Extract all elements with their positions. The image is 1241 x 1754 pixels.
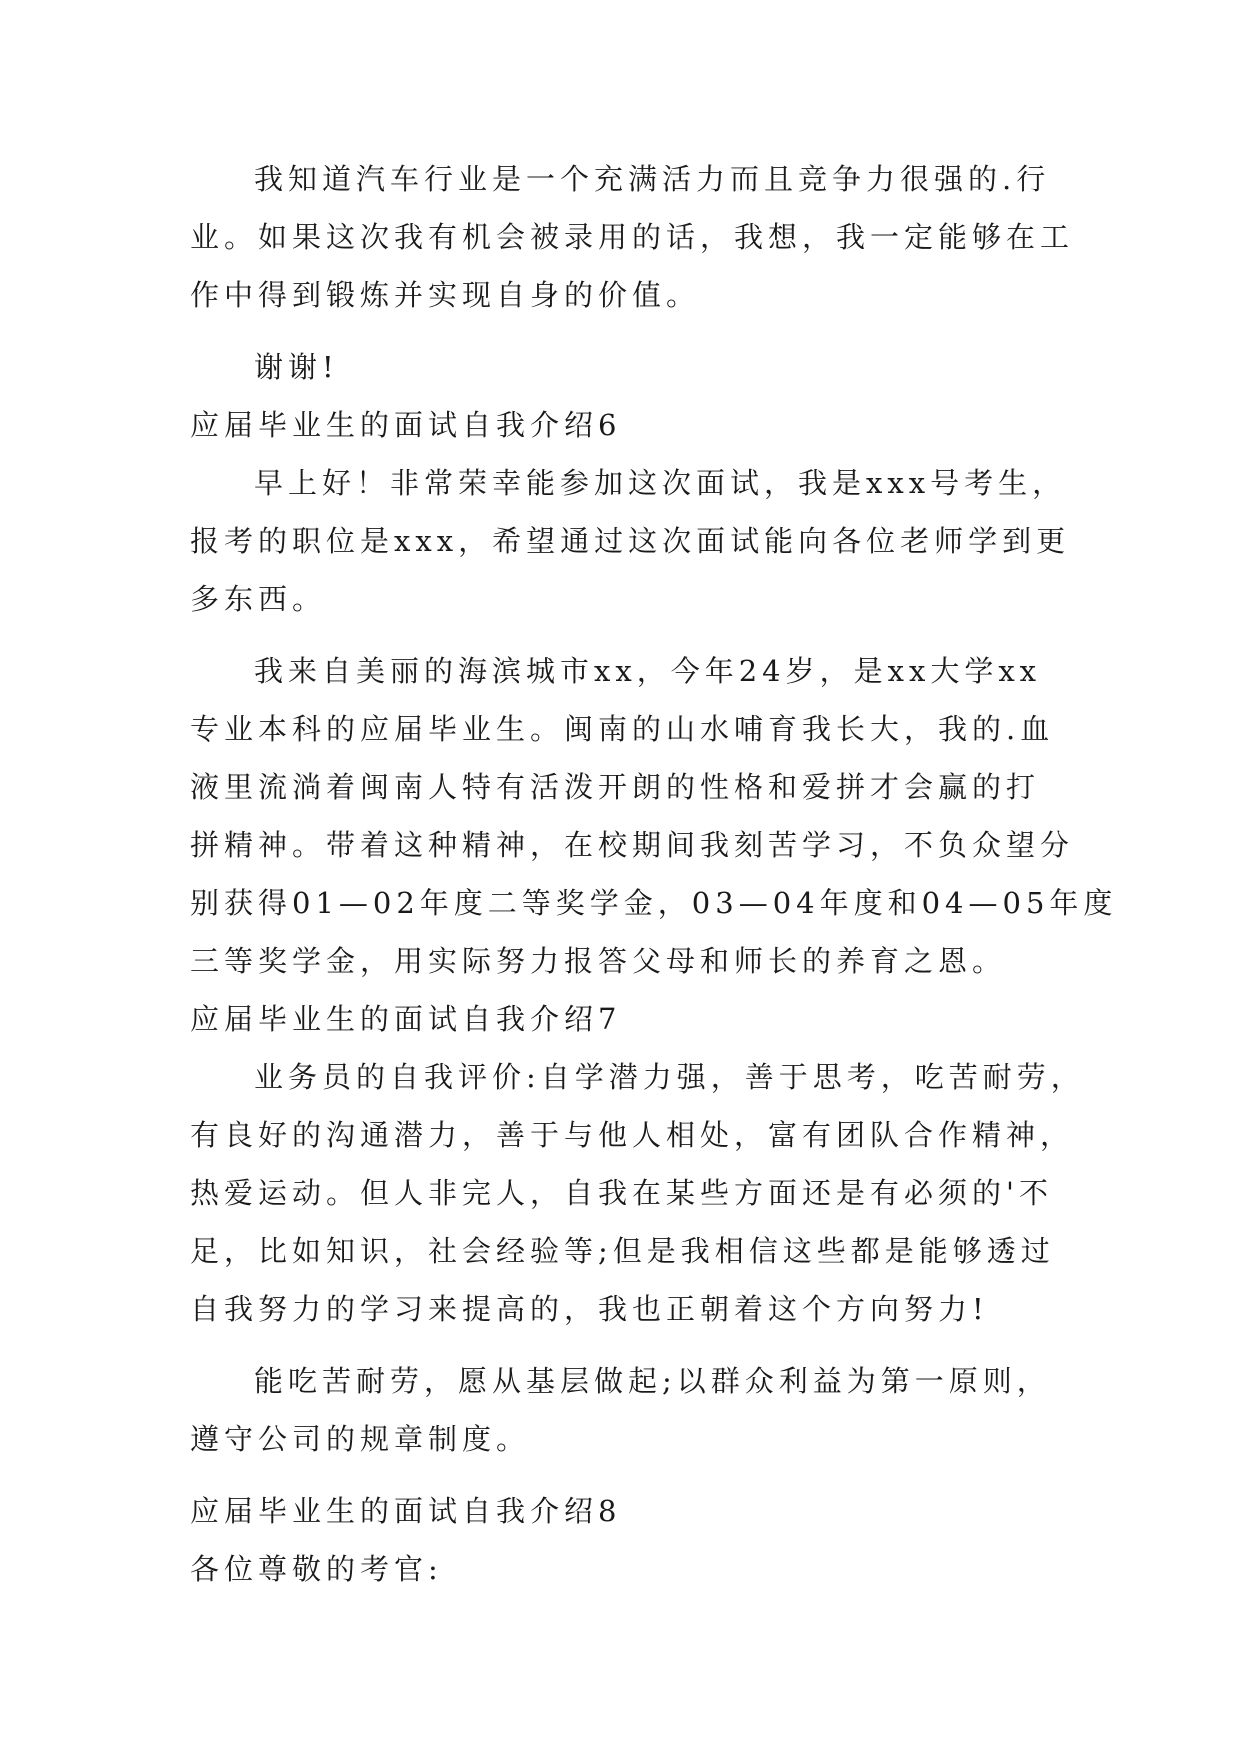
paragraph-line: 能吃苦耐劳，愿从基层做起;以群众利益为第一原则， — [254, 1364, 1051, 1398]
paragraph-line: 遵守公司的规章制度。 — [190, 1422, 531, 1456]
paragraph-line: 热爱运动。但人非完人，自我在某些方面还是有必须的'不 — [190, 1176, 1053, 1210]
paragraph-line: 自我努力的学习来提高的，我也正朝着这个方向努力! — [190, 1292, 989, 1326]
paragraph-line: 有良好的沟通潜力，善于与他人相处，富有团队合作精神， — [190, 1118, 1075, 1152]
paragraph-line: 三等奖学金，用实际努力报答父母和师长的养育之恩。 — [190, 944, 1007, 978]
section-heading-7: 应届毕业生的面试自我介绍7 — [190, 1002, 622, 1036]
document-body — [190, 150, 1118, 1598]
paragraph-line: 别获得01—02年度二等奖学金，03—04年度和04—05年度 — [190, 886, 1118, 920]
paragraph-line: 谢谢! — [254, 350, 339, 384]
paragraph-line: 足，比如知识，社会经验等;但是我相信这些都是能够透过 — [190, 1234, 1055, 1268]
paragraph-line: 我来自美丽的海滨城市xx，今年24岁，是xx大学xx — [254, 654, 1042, 688]
paragraph-line: 业务员的自我评价:自学潜力强，善于思考，吃苦耐劳， — [254, 1060, 1085, 1094]
section-heading-8: 应届毕业生的面试自我介绍8 — [190, 1494, 622, 1528]
paragraph — [190, 338, 1070, 396]
paragraph — [190, 454, 1070, 628]
paragraph — [190, 1048, 1085, 1338]
paragraph-line: 我知道汽车行业是一个充满活力而且竞争力很强的.行 — [254, 162, 1051, 196]
paragraph-line: 早上好！非常荣幸能参加这次面试，我是xxx号考生， — [254, 466, 1067, 500]
paragraph-line: 拼精神。带着这种精神，在校期间我刻苦学习，不负众望分 — [190, 828, 1075, 862]
paragraph — [190, 642, 1118, 990]
section-heading-6: 应届毕业生的面试自我介绍6 — [190, 408, 622, 442]
paragraph-line: 液里流淌着闽南人特有活泼开朗的性格和爱拼才会赢的打 — [190, 770, 1041, 804]
paragraph — [190, 150, 1075, 324]
paragraph-line: 多东西。 — [190, 582, 327, 616]
paragraph — [190, 1352, 1070, 1468]
paragraph-line: 专业本科的应届毕业生。闽南的山水哺育我长大，我的.血 — [190, 712, 1055, 746]
paragraph-line: 业。如果这次我有机会被录用的话，我想，我一定能够在工 — [190, 220, 1075, 254]
paragraph-line: 作中得到锻炼并实现自身的价值。 — [190, 278, 701, 312]
paragraph-line: 各位尊敬的考官: — [190, 1552, 443, 1586]
paragraph-line: 报考的职位是xxx，希望通过这次面试能向各位老师学到更 — [190, 524, 1071, 558]
paragraph — [190, 1540, 1070, 1598]
